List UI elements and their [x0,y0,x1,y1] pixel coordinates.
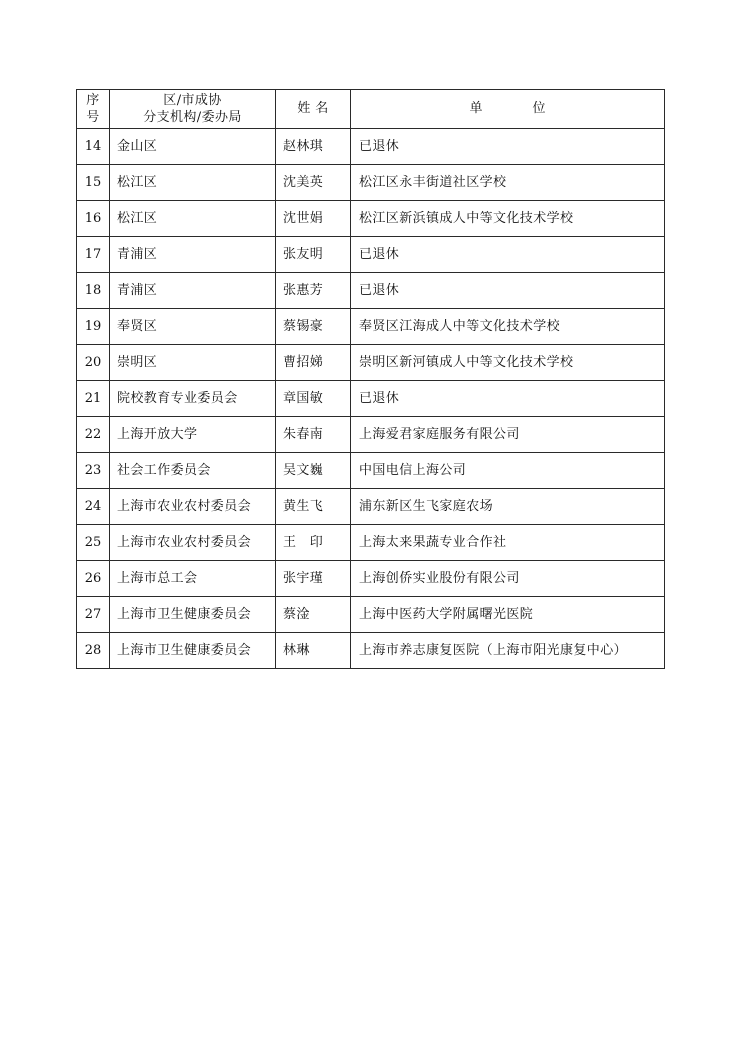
document-page [76,89,664,669]
row-number: 27 [77,597,110,633]
row-unit: 已退休 [351,129,665,165]
table-row [77,129,665,165]
row-number: 19 [77,309,110,345]
row-person-name: 张宇瑾 [276,561,351,597]
table-row [77,633,665,669]
row-unit: 上海市养志康复医院（上海市阳光康复中心） [351,633,665,669]
row-person-name: 赵林琪 [276,129,351,165]
row-district: 上海市卫生健康委员会 [110,633,276,669]
row-number: 25 [77,525,110,561]
row-unit: 松江区新浜镇成人中等文化技术学校 [351,201,665,237]
row-person-name: 章国敏 [276,381,351,417]
row-number: 20 [77,345,110,381]
row-person-name: 吴文巍 [276,453,351,489]
row-unit: 上海中医药大学附属曙光医院 [351,597,665,633]
member-table [76,89,665,669]
row-person-name: 林琳 [276,633,351,669]
row-number: 17 [77,237,110,273]
row-person-name: 张惠芳 [276,273,351,309]
row-unit: 中国电信上海公司 [351,453,665,489]
row-unit: 上海创侨实业股份有限公司 [351,561,665,597]
row-district: 上海市卫生健康委员会 [110,597,276,633]
table-row [77,597,665,633]
row-district: 上海开放大学 [110,417,276,453]
row-person-name: 沈美英 [276,165,351,201]
row-person-name: 曹招娣 [276,345,351,381]
row-unit: 已退休 [351,237,665,273]
row-person-name: 蔡淦 [276,597,351,633]
row-number: 24 [77,489,110,525]
header-row [77,90,665,129]
row-number: 21 [77,381,110,417]
row-unit: 松江区永丰街道社区学校 [351,165,665,201]
row-district: 松江区 [110,165,276,201]
row-person-name: 张友明 [276,237,351,273]
row-number: 14 [77,129,110,165]
table-row [77,345,665,381]
row-number: 15 [77,165,110,201]
row-district: 社会工作委员会 [110,453,276,489]
row-district: 奉贤区 [110,309,276,345]
table-row [77,525,665,561]
header-district-line1: 区/市成协 [163,93,222,108]
row-unit: 奉贤区江海成人中等文化技术学校 [351,309,665,345]
header-unit [351,90,665,129]
header-unit-part1: 单 [469,101,483,116]
row-number: 28 [77,633,110,669]
row-unit: 上海太来果蔬专业合作社 [351,525,665,561]
table-row [77,453,665,489]
header-number-line1: 序 [86,93,100,108]
row-person-name: 王 印 [276,525,351,561]
row-unit: 崇明区新河镇成人中等文化技术学校 [351,345,665,381]
table-row [77,201,665,237]
row-number: 23 [77,453,110,489]
row-unit: 浦东新区生飞家庭农场 [351,489,665,525]
row-district: 院校教育专业委员会 [110,381,276,417]
row-number: 16 [77,201,110,237]
row-district: 崇明区 [110,345,276,381]
header-number-line2: 号 [86,110,100,125]
row-unit: 上海爱君家庭服务有限公司 [351,417,665,453]
table-row [77,165,665,201]
table-row [77,417,665,453]
row-district: 青浦区 [110,237,276,273]
row-district: 松江区 [110,201,276,237]
table-header [77,90,665,129]
row-number: 22 [77,417,110,453]
row-unit: 已退休 [351,381,665,417]
table-row [77,309,665,345]
row-unit: 已退休 [351,273,665,309]
row-number: 26 [77,561,110,597]
header-district [110,90,276,129]
header-number [77,90,110,129]
row-person-name: 蔡锡豪 [276,309,351,345]
table-row [77,489,665,525]
table-body [77,129,665,669]
table-row [77,381,665,417]
header-district-line2: 分支机构/委办局 [143,110,242,125]
row-person-name: 朱春南 [276,417,351,453]
row-number: 18 [77,273,110,309]
row-district: 金山区 [110,129,276,165]
table-row [77,561,665,597]
row-district: 上海市总工会 [110,561,276,597]
table-row [77,273,665,309]
header-name: 姓 名 [276,90,351,129]
header-unit-part2: 位 [532,101,546,116]
row-person-name: 沈世娟 [276,201,351,237]
row-district: 青浦区 [110,273,276,309]
row-district: 上海市农业农村委员会 [110,489,276,525]
row-person-name: 黄生飞 [276,489,351,525]
row-district: 上海市农业农村委员会 [110,525,276,561]
table-row [77,237,665,273]
